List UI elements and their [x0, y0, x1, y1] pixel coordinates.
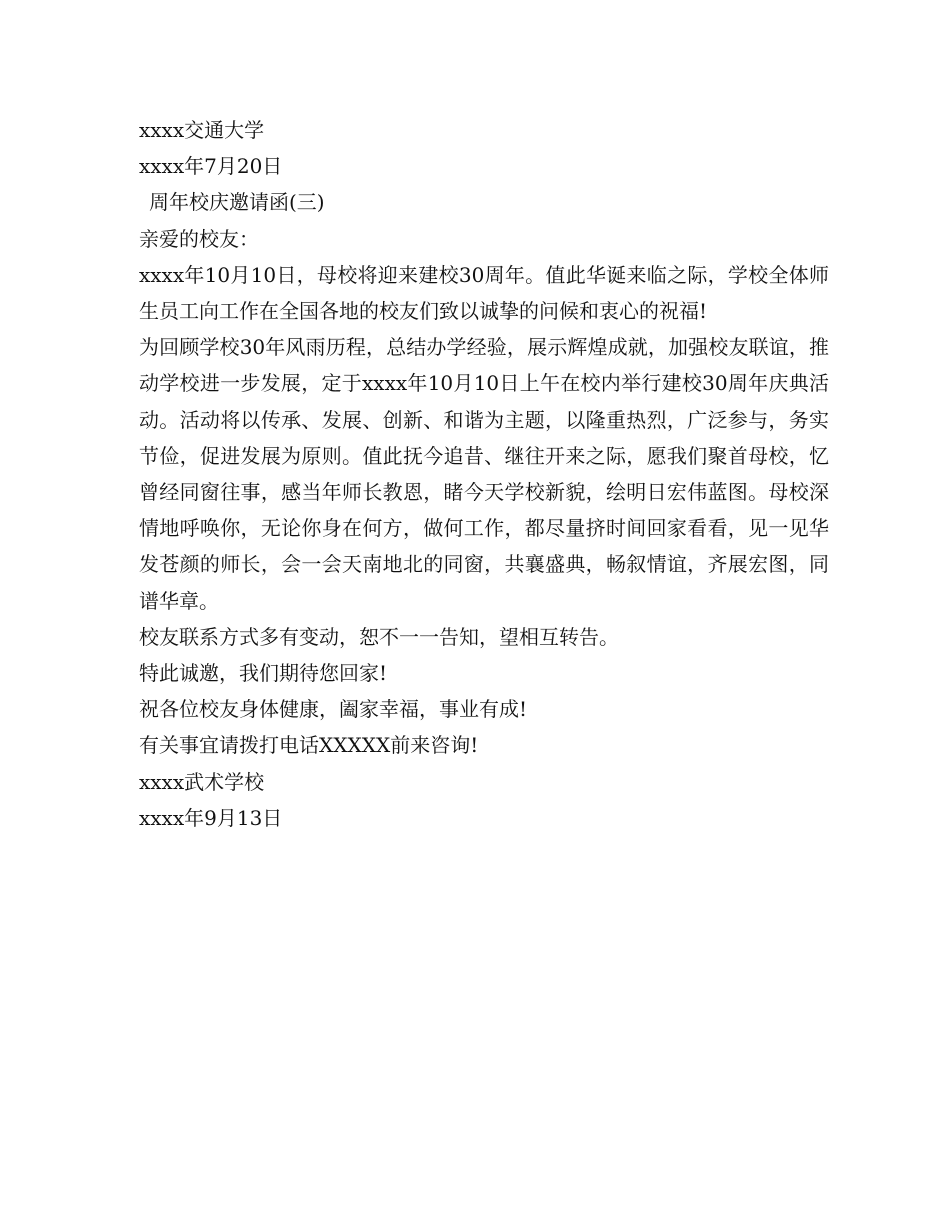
signoff-date: xxxx年9月13日 — [139, 805, 283, 830]
previous-letter-date: xxxx年7月20日 — [139, 154, 283, 179]
previous-letter-organization: xxxx交通大学 — [139, 118, 265, 142]
paragraph-wishes: 祝各位校友身体健康，阖家幸福，事业有成! — [139, 697, 528, 722]
paragraph-phone-inquiry: 有关事宜请拨打电话XXXXX前来咨询! — [139, 733, 479, 758]
paragraph-celebration-details: 为回顾学校30年风雨历程，总结办学经验，展示辉煌成就，加强校友联谊，推动学校进一步发展，定于xxxx年10月10日上午在校内举行建校30周年庆典活动。活动将以传承、发展、创新、和谐为主题，以隆重热烈，广泛参与，务实节俭，促进发展为原则。值此抚今追昔、继往开来之际，愿我们聚首母校，忆曾经同窗往事，感当年师长教恩，睹今天学校新貌，绘明日宏伟蓝图。母校深情地呼唤你，无论你身在何方，做何工作，都尽量挤时间回家看看，见一见华发苍颜的师长，会一会天南地北的同窗，共襄盛典，畅叙情谊，齐展宏图，同谱华章。 — [139, 335, 829, 613]
signoff-organization: xxxx武术学校 — [139, 769, 265, 794]
document-page — [139, 112, 829, 836]
paragraph-contact-notice: 校友联系方式多有变动，恕不一一告知，望相互转告。 — [139, 624, 619, 649]
salutation: 亲爱的校友： — [139, 226, 259, 251]
paragraph-anniversary-greeting: xxxx年10月10日，母校将迎来建校30周年。值此华诞来临之际，学校全体师生员工向工作在全国各地的校友们致以诚挚的问候和衷心的祝福! — [139, 262, 829, 324]
letter-title: 周年校庆邀请函(三) — [149, 190, 325, 215]
paragraph-invitation: 特此诚邀，我们期待您回家! — [139, 661, 388, 686]
